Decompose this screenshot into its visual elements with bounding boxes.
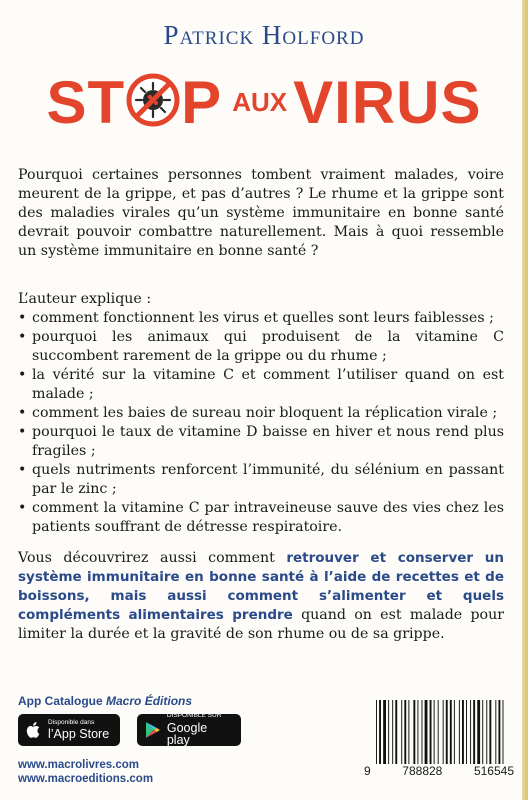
list-item: • quels nutriments renforcent l’immunité, du sélénium en passant par le zinc ; — [18, 461, 504, 499]
app-store-badge[interactable] — [18, 714, 120, 746]
website-urls — [18, 758, 153, 786]
list-item: • pourquoi les animaux qui produisent de la vitamine C succombent rarement de la grippe ou du rhume ; — [18, 328, 504, 366]
list-heading: L’auteur explique : — [18, 291, 152, 307]
barcode-bar — [417, 700, 418, 764]
url-link[interactable]: www.macroeditions.com — [18, 773, 154, 785]
list-item: • comment la vitamine C par intraveineuse sauve des vies chez les patients souffrant de détresse respiratoire. — [18, 499, 504, 537]
isbn-lead: 9 — [364, 764, 371, 778]
barcode-bar — [503, 700, 504, 764]
intro-paragraph: Pourquoi certaines personnes tombent vraiment malades, voire meurent de la grippe, et pas d’autres ? Le rhume et la grippe sont des maladies virales qu’un système immunitaire en bonne santé devrait pouvoir combattre naturellement. Mais à quoi ressemble un système immunitaire en bonne santé ? — [18, 167, 504, 259]
barcode-bar — [498, 700, 500, 764]
barcode-bar — [422, 700, 423, 764]
closing-before: Vous découvrirez aussi comment — [18, 550, 287, 566]
barcode-bar — [459, 700, 460, 764]
barcode-bar — [376, 700, 377, 764]
app-catalogue-label — [18, 694, 192, 708]
explanation-list-block — [18, 290, 504, 537]
barcode-bar — [395, 700, 397, 764]
barcode-bar — [430, 700, 432, 764]
list-item: • la vérité sur la vitamine C et comment l’utiliser quand on est malade ; — [18, 366, 504, 404]
title-part-1: ST — [46, 69, 126, 136]
google-play-icon — [145, 721, 161, 739]
barcode-bar — [438, 700, 439, 764]
google-play-top-label: DISPONIBLE SUR — [166, 712, 222, 720]
catalogue-prefix: App Catalogue — [18, 694, 107, 708]
isbn-group-2: 516545 — [473, 764, 514, 778]
barcode-bar — [486, 700, 487, 764]
barcode-bar — [379, 700, 381, 764]
barcode-bar — [401, 700, 402, 764]
barcode-bar — [495, 700, 496, 764]
title-part-2: P — [181, 69, 223, 136]
title-part-3: VIRUS — [293, 69, 482, 136]
barcode-bar — [466, 700, 467, 764]
barcode-bar — [482, 700, 483, 764]
barcode-bar — [388, 700, 389, 764]
barcode-bar — [489, 700, 491, 764]
catalogue-brand: Macro Éditions — [106, 694, 193, 708]
barcode-bar — [443, 700, 444, 764]
virus-stop-icon — [126, 73, 180, 127]
app-store-main-label: l’App Store — [48, 727, 110, 741]
title-aux: AUX — [232, 87, 288, 117]
book-title — [0, 68, 528, 137]
author-name: Patrick Holford — [163, 20, 365, 50]
url-link[interactable]: www.macrolivres.com — [18, 759, 140, 771]
google-play-main-label: Google play — [166, 720, 208, 748]
google-play-badge[interactable] — [137, 714, 241, 746]
closing-highlight: retrouver et conserver un système immunitaire en bonne santé à l’aide de recettes et de boissons, mais aussi comment s’alimenter et quels compléments alimentaires prendre — [18, 550, 504, 623]
app-store-top-label: Disponible dans — [48, 718, 95, 726]
closing-paragraph — [18, 549, 504, 644]
barcode-bar — [462, 700, 464, 764]
list-item: • comment fonctionnent les virus et quelles sont leurs faiblesses ; — [18, 309, 504, 328]
barcode-bar — [454, 700, 455, 764]
barcode-bar — [425, 700, 428, 764]
list-item: • comment les baies de sureau noir bloquent la réplication virale ; — [18, 404, 504, 423]
apple-icon — [26, 721, 42, 739]
barcode-bar — [434, 700, 435, 764]
barcode — [374, 700, 506, 764]
isbn-group-1: 788828 — [402, 764, 443, 778]
barcode-bar — [477, 700, 480, 764]
barcode-bar — [470, 700, 471, 764]
barcode-bar — [446, 700, 448, 764]
barcode-bar — [450, 700, 452, 764]
barcode-bar — [404, 700, 406, 764]
barcode-bar — [473, 700, 475, 764]
barcode-bar — [408, 700, 409, 764]
barcode-bar — [413, 700, 415, 764]
barcode-bar — [392, 700, 393, 764]
list-item: • pourquoi le taux de vitamine D baisse en hiver et nous rend plus fragiles ; — [18, 423, 504, 461]
closing-after: quand on est malade pour limiter la durée et la gravité de son rhume ou de sa grippe. — [18, 607, 504, 642]
barcode-bar — [383, 700, 386, 764]
isbn-number — [364, 764, 514, 778]
bullet-list — [18, 309, 504, 537]
